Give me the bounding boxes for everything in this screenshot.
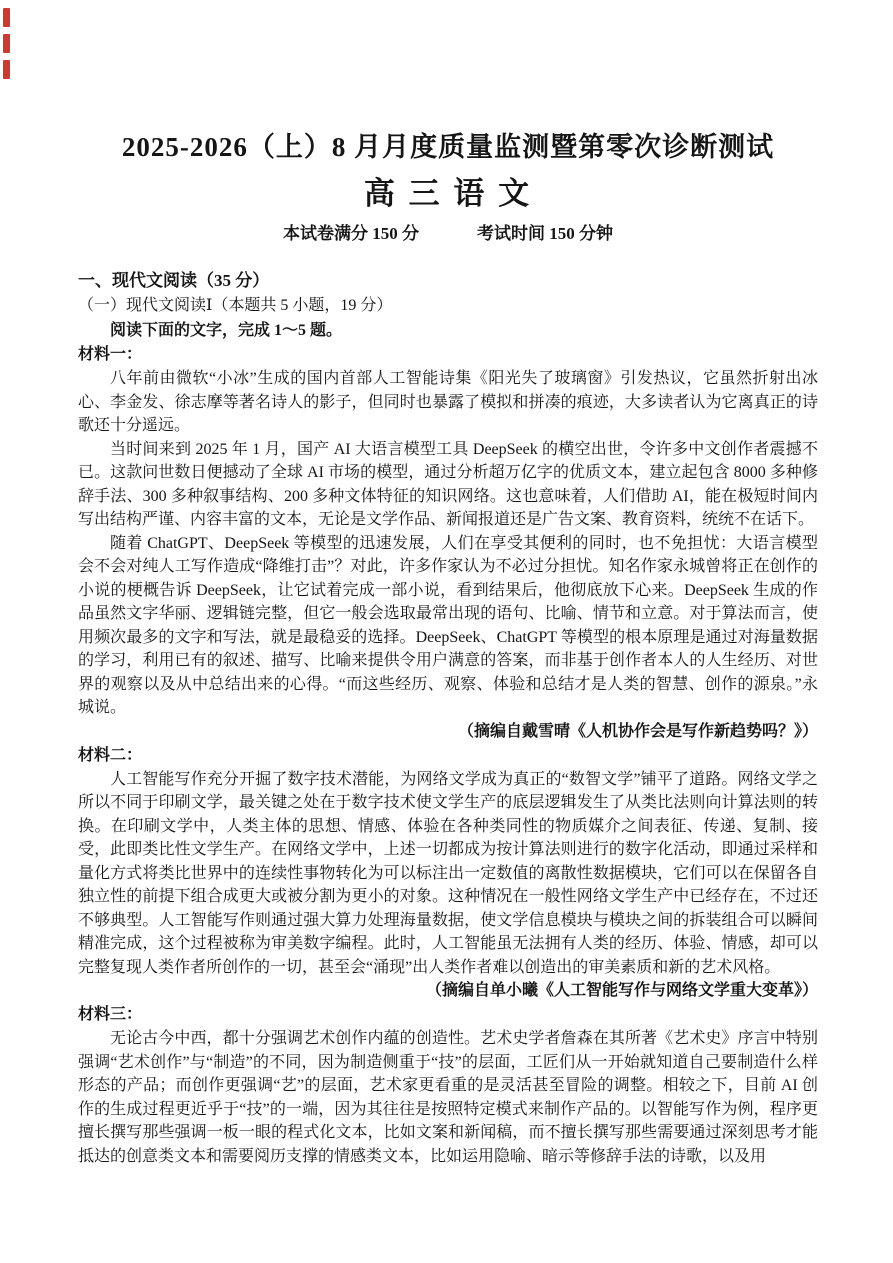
reading-instruction: 阅读下面的文字，完成 1～5 题。	[110, 322, 343, 339]
section-heading: 一、现代文阅读（35 分）	[78, 271, 270, 290]
material-1-attribution: （摘编自戴雪晴《人机协作会是写作新趋势吗？》）	[457, 722, 818, 740]
red-edge-marks	[3, 8, 13, 86]
material-1-paragraph: 当时间来到 2025 年 1 月，国产 AI 大语言模型工具 DeepSeek 的横空出世，令许多中文创作者震撼不已。这款问世数日便撼动了全球 AI 市场的模型，通过分析超万亿字的优质文本，建立起包含 8000 多种修辞手法、300 多种叙事结构、200 多种文体特征的知识网络。这也意味着，人们借助 AI，能在极短时间内写出结构严谨、内容丰富的文本，无论是文学作品、新闻报道还是广告文案、教育资料，统统不在话下。	[78, 440, 818, 528]
exam-meta	[78, 222, 818, 246]
material-2-attribution: （摘编自单小曦《人工智能写作与网络文学重大变革》）	[425, 982, 818, 999]
subject-title: 高 三 语 文	[363, 176, 533, 211]
exam-body	[78, 268, 818, 1168]
exam-header	[78, 130, 818, 246]
exam-time-label: 考试时间 150 分钟	[477, 224, 613, 243]
red-mark	[3, 34, 10, 53]
page-title: 2025-2026（上）8 月月度质量监测暨第零次诊断测试	[121, 132, 775, 162]
full-score-label: 本试卷满分 150 分	[283, 224, 419, 243]
material-3-label: 材料三：	[78, 1006, 143, 1023]
material-1-label: 材料一：	[78, 346, 143, 363]
material-3-paragraph: 无论古今中西，都十分强调艺术创作内蕴的创造性。艺术史学者詹森在其所著《艺术史》序言中特别强调“艺术创作”与“制造”的不同，因为制造侧重于“技”的层面，工匠们从一开始就知道自己要制造什么样形态的产品；而创作更强调“艺”的层面，艺术家更看重的是灵活甚至冒险的调整。相较之下，目前 AI 创作的生成过程更近乎于“技”的一端，因为其往往是按照特定模式来制作产品的。以智能写作为例，程序更擅长撰写那些强调一板一眼的程式化文本，比如文案和新闻稿，而不擅长撰写那些需要通过深刻思考才能抵达的创意类文本和需要阅历支撑的情感类文本，比如运用隐喻、暗示等修辞手法的诗歌，以及用	[78, 1030, 818, 1165]
section-part-heading: （一）现代文阅读Ⅰ（本题共 5 小题，19 分）	[78, 297, 393, 314]
material-1-paragraph: 八年前由微软“小冰”生成的国内首部人工智能诗集《阳光失了玻璃窗》引发热议，它虽然折射出冰心、李金发、徐志摩等著名诗人的影子，但同时也暴露了模拟和拼凑的痕迹，大多读者认为它离真正的诗歌还十分遥远。	[78, 370, 818, 434]
material-2-paragraph: 人工智能写作充分开掘了数字技术潜能，为网络文学成为真正的“数智文学”铺平了道路。网络文学之所以不同于印刷文学，最关键之处在于数字技术使文学生产的底层逻辑发生了从类比法则向计算法则的转换。在印刷文学中，人类主体的思想、情感、体验在各种类同性的物质媒介之间表征、传递、复制、接受，此即类比性文学生产。在网络文学中，上述一切都成为按计算法则进行的数字化活动，即通过采样和量化方式将类比世界中的连续性事物转化为可以标注出一定数值的离散性数据模块，它们可以在保留各自独立性的前提下组合成更大或被分割为更小的对象。这种情况在一般性网络文学生产中已经存在，不过还不够典型。人工智能写作则通过强大算力处理海量数据，使文学信息模块与模块之间的拆装组合可以瞬间精准完成，这个过程被称为审美数字编程。此时，人工智能虽无法拥有人类的经历、体验、情感，却可以完整复现人类作者所创作的一切，甚至会“涌现”出人类作者难以创造出的审美素质和新的艺术风格。	[78, 770, 818, 976]
red-mark	[3, 8, 10, 27]
material-1-paragraph: 随着 ChatGPT、DeepSeek 等模型的迅速发展，人们在享受其便利的同时，也不免担忧：大语言模型会不会对纯人工写作造成“降维打击”？对此，许多作家认为不必过分担忧。知名作家永城曾将正在创作的小说的梗概告诉 DeepSeek，让它试着完成一部小说，看到结果后，他彻底放下心来。DeepSeek 生成的作品虽然文字华丽、逻辑链完整，但它一般会选取最常出现的语句、比喻、情节和立意。对于算法而言，使用频次最多的文字和写法，就是最稳妥的选择。DeepSeek、ChatGPT 等模型的根本原理是通过对海量数据的学习，利用已有的叙述、描写、比喻来提供令用户满意的答案，而非基于创作者本人的人生经历、对世界的观察以及从中总结出来的心得。“而这些经历、观察、体验和总结才是人类的智慧、创作的源泉。”永城说。	[78, 534, 818, 716]
material-2-label: 材料二：	[78, 746, 143, 764]
red-mark	[3, 60, 10, 79]
